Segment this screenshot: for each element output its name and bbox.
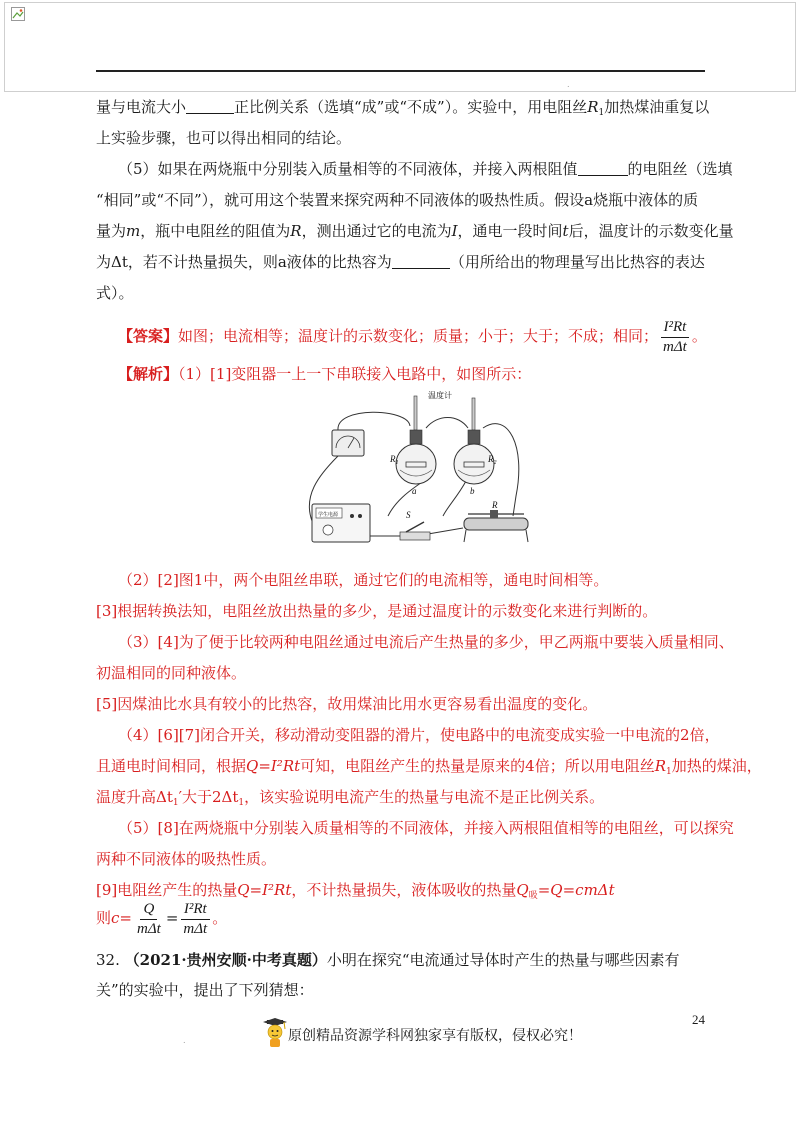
q5-line-3: 量为m，瓶中电阻丝的阻值为R，测出通过它的电流为I，通电一段时间t后，温度计的示数变化量: [96, 222, 734, 240]
rheostat: [464, 510, 528, 542]
header-rule: [96, 70, 705, 72]
prev-para-line-2: 上实验步骤，也可以得出相同的结论。: [96, 129, 352, 147]
analysis-p6-line-1: （4）[6][7]闭合开关，移动滑动变阻器的滑片，使电路中的电流变成实验一中电流的2倍，: [118, 726, 720, 744]
flask-a: [396, 396, 436, 484]
q5-line-2: “相同”或“不同”），就可用这个装置来探究两种不同液体的吸热性质。假设a烧瓶中液体的质: [96, 191, 699, 209]
q32-line-1: 32. （2021·贵州安顺·中考真题）小明在探究“电流通过导体时产生的热量与哪些因素有: [96, 951, 680, 969]
page-header: [4, 2, 796, 92]
analysis-fraction-2: $\frac{\text{I²Rt}}{\text{mΔt}}$: [180, 901, 210, 938]
q5-line-4: 为Δt，若不计热量损失，则a液体的比热容为 （用所给出的物理量写出比热容的表达: [96, 253, 705, 271]
footer-copyright: 原创精品资源学科网独家享有版权，侵权必究！: [288, 1028, 582, 1044]
scholar-mascot-icon: [262, 1018, 288, 1048]
analysis-p6-line-3: 温度升高$\Delta t_1'$大于$2\Delta t_1$，该实验说明电流产生的热量与电流不是正比例关系。: [96, 788, 605, 808]
footer-dot: .: [183, 1036, 186, 1045]
power-label: 学生电源: [318, 512, 339, 518]
analysis-p7-line-2: 两种不同液体的吸热性质。: [96, 850, 277, 868]
page-number: 24: [692, 1012, 705, 1027]
circuit-diagram: [298, 386, 542, 550]
flask-b: [454, 398, 494, 484]
ammeter: [332, 430, 364, 456]
thermometer-label: 温度计: [428, 391, 452, 400]
analysis-p9: 则c= $\frac{Q}{\text{mΔt}}$ = $\frac{\text{I²Rt}}{\text{mΔt}}$ 。: [96, 900, 228, 937]
switch: [400, 522, 430, 540]
analysis-p7-line-1: （5）[8]在两烧瓶中分别装入质量相等的不同液体，并接入两根阻值相等的电阻丝，可以探究: [118, 819, 734, 837]
analysis-p4-line-2: 初温相同的同种液体。: [96, 664, 247, 682]
broken-image-icon: [11, 7, 25, 21]
answer-line: 【答案】如图；电流相等；温度计的示数变化；质量；小于；大于；不成；相同； $\frac{\text{I²Rt}}{\text{mΔt}}$ 。: [118, 318, 707, 355]
analysis-p6-line-2: 且通电时间相同，根据Q=I²Rt可知，电阻丝产生的热量是原来的4倍；所以用电阻丝$R_1$加热的煤油，: [96, 757, 762, 777]
analysis-p8: [9]电阻丝产生的热量Q=I²Rt，不计热量损失，液体吸收的热量$Q_吸=Q=cm\Delta t$: [96, 881, 615, 901]
prev-para-line-1: 量与电流大小 正比例关系（选填“成”或“不成”）。实验中，用电阻丝$R_1$加热煤油重复以: [96, 98, 710, 118]
analysis-p5: [5]因煤油比水具有较小的比热容，故用煤油比用水更容易看出温度的变化。: [96, 695, 598, 713]
analysis-p4-line-1: （3）[4]为了便于比较两种电阻丝通过电流后产生热量的多少，甲乙两瓶中要装入质量相同、: [118, 633, 734, 651]
q32-line-2: 关”的实验中，提出了下列猜想：: [96, 981, 314, 999]
analysis-p1: 【解析】（1）[1]变阻器一上一下串联接入电路中，如图所示：: [118, 365, 532, 383]
label-switch: S: [406, 510, 411, 520]
power-supply: [312, 504, 370, 542]
label-r2: $R_2$: [488, 454, 497, 466]
analysis-p3: [3]根据转换法知，电阻丝放出热量的多少，是通过温度计的示数变化来进行判断的。: [96, 602, 658, 620]
label-a: a: [412, 486, 417, 496]
label-rheostat: R: [492, 500, 498, 510]
analysis-fraction-1: $\frac{Q}{\text{mΔt}}$: [137, 900, 161, 937]
answer-fraction: $\frac{\text{I²Rt}}{\text{mΔt}}$: [660, 319, 690, 356]
label-r1: $R_1$: [390, 454, 399, 466]
q5-line-1: （5）如果在两烧瓶中分别装入质量相等的不同液体，并接入两根阻值 的电阻丝（选填: [118, 160, 733, 178]
q5-line-5: 式）。: [96, 284, 134, 302]
analysis-p2: （2）[2]图1中，两个电阻丝串联，通过它们的电流相等，通电时间相等。: [118, 571, 609, 589]
label-b: b: [470, 486, 475, 496]
header-dot: .: [567, 80, 570, 89]
